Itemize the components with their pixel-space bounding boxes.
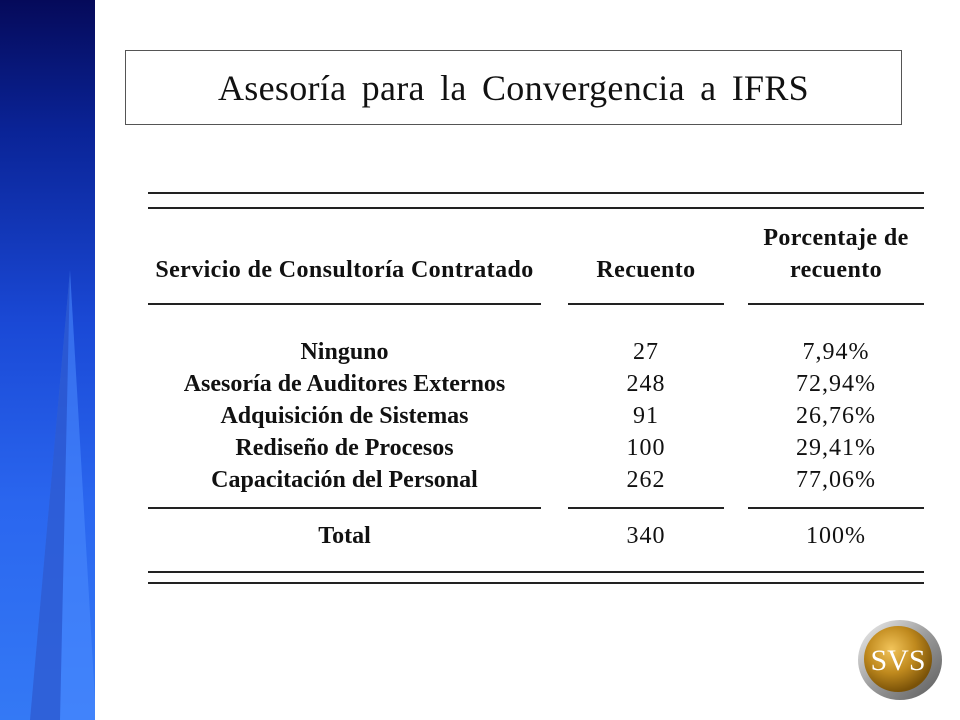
header-percent-line1: Porcentaje de [763,225,909,251]
table-top-rule-1 [148,192,924,194]
total-label: Total [318,523,371,549]
row-service: Capacitación del Personal [211,467,478,493]
svs-logo [855,615,945,705]
consulting-table [148,215,924,595]
total-count: 340 [626,523,666,549]
title-box [125,50,902,125]
total-percent: 100% [806,523,866,549]
row-percent: 77,06% [796,467,876,493]
header-percent-line2: recuento [789,257,883,283]
row-service: Asesoría de Auditores Externos [183,371,506,397]
table-top-rule-2 [148,207,924,209]
row-count: 91 [633,403,659,429]
row-percent: 7,94% [802,339,870,365]
row-count: 100 [626,435,666,461]
row-count: 262 [626,467,666,493]
header-count: Recuento [596,257,696,283]
row-percent: 72,94% [796,371,876,397]
row-service: Ninguno [300,339,389,365]
header-service: Servicio de Consultoría Contratado [155,257,534,283]
row-service: Rediseño de Procesos [235,435,454,461]
row-count: 27 [633,339,659,365]
row-percent: 29,41% [796,435,876,461]
row-service: Adquisición de Sistemas [220,403,469,429]
decorative-sidebar [0,0,95,720]
slide-title: Asesoría para la Convergencia a IFRS [218,67,809,108]
logo-text: SVS [870,644,926,677]
sidebar-triangle-decoration [0,0,95,720]
row-percent: 26,76% [796,403,876,429]
row-count: 248 [626,371,666,397]
